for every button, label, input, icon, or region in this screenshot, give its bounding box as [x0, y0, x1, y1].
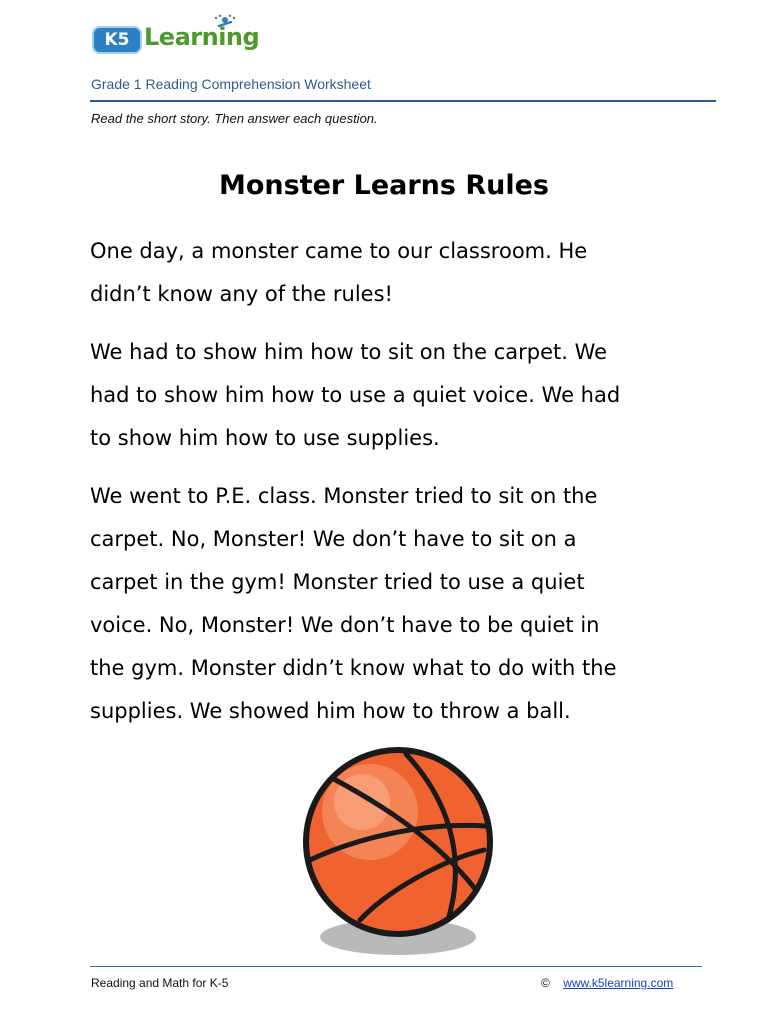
k5-learning-logo — [92, 14, 262, 62]
footer-tagline: Reading and Math for K-5 — [91, 976, 229, 990]
logo-figure-icon — [210, 14, 240, 40]
copyright-symbol: © — [541, 976, 550, 990]
paragraph-line: supplies. We showed him how to throw a ball. — [90, 699, 571, 723]
paragraph-line: carpet in the gym! Monster tried to use a quiet — [90, 570, 585, 594]
story-paragraph-3 — [90, 475, 690, 733]
paragraph-line: didn’t know any of the rules! — [90, 282, 393, 306]
paragraph-line: the gym. Monster didn’t know what to do with the — [90, 656, 617, 680]
paragraph-line: had to show him how to use a quiet voice. We had — [90, 383, 621, 407]
paragraph-line: voice. No, Monster! We don’t have to be quiet in — [90, 613, 600, 637]
paragraph-line: to show him how to use supplies. — [90, 426, 440, 450]
logo-badge: K5 — [92, 26, 142, 54]
story-paragraph-2 — [90, 331, 690, 460]
instructions: Read the short story. Then answer each question. — [91, 111, 378, 126]
paragraph-line: We went to P.E. class. Monster tried to sit on the — [90, 484, 598, 508]
basketball-icon — [298, 740, 498, 960]
paragraph-line: One day, a monster came to our classroom. He — [90, 239, 588, 263]
website-link[interactable]: www.k5learning.com — [563, 976, 674, 990]
paragraph-line: We had to show him how to sit on the carpet. We — [90, 340, 608, 364]
story-paragraph-1 — [90, 230, 690, 316]
paragraph-line: carpet. No, Monster! We don’t have to sit on a — [90, 527, 577, 551]
story-title: Monster Learns Rules — [218, 170, 550, 201]
footer-copyright — [541, 976, 673, 990]
worksheet-subject: Grade 1 Reading Comprehension Worksheet — [91, 76, 371, 92]
logo-wordmark: Learning — [144, 23, 260, 51]
header-divider — [90, 100, 716, 102]
footer-divider — [90, 966, 702, 967]
